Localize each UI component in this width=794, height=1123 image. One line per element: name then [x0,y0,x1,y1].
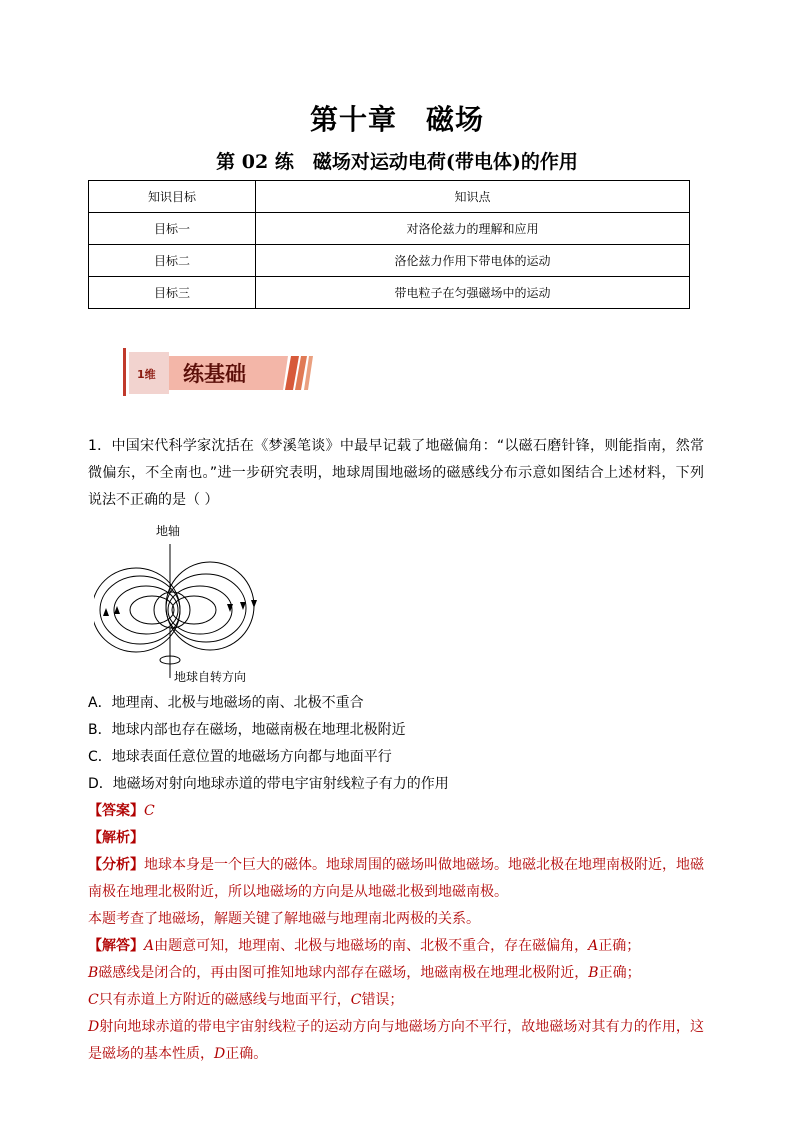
magnetic-field-diagram [94,518,294,688]
option-c: C．地球表面任意位置的地磁场方向都与地面平行 [88,749,392,765]
jieda-tail: 错误； [361,992,404,1008]
table-header-row [89,181,690,213]
option-a: A．地理南、北极与地磁场的南、北极不重合 [88,695,364,711]
section-banner-graphic [123,348,313,398]
jieda-lead-letter: C [88,992,99,1008]
table-header-point: 知识点 [256,181,690,213]
option-d: D．地磁场对射向地球赤道的带电宇宙射线粒子有力的作用 [88,776,449,792]
jieda-text: 磁感线是闭合的，再由图可推知地球内部存在磁场，地磁南极在地理北极附近， [98,965,589,981]
table-row [89,213,690,245]
jieda-line-c [88,987,704,1014]
jieda-text: 只有赤道上方附近的磁感线与地面平行， [98,992,351,1008]
jieda-line-d [88,1014,704,1068]
jieda-lead-letter: A [144,938,155,954]
jieda-tail-letter: A [588,938,599,954]
fenxi-text: 地球本身是一个巨大的磁体。地球周围的磁场叫做地磁场。地磁北极在地理南极附近，地磁南极在地理北极附近，所以地磁场的方向是从地磁北极到地磁南极。 [88,857,704,900]
table-row [89,277,690,309]
lesson-title: 第 02 练 磁场对运动电荷(带电体)的作用 [216,151,578,173]
jieda-line-a [88,933,704,960]
section-banner [123,348,313,398]
question-block [88,433,704,1068]
chapter-title: 第十章 磁场 [309,103,484,136]
fenxi-tag: 【分析】 [88,857,144,873]
figure-label-axis: 地轴 [156,524,181,538]
table-header-goal: 知识目标 [89,181,256,213]
section-title: 练基础 [183,362,246,386]
jieda-line-b [88,960,704,987]
analysis-tag: 【解析】 [88,830,144,846]
table-cell-point: 对洛伦兹力的理解和应用 [256,213,690,245]
jieda-lead-letter: D [88,1019,100,1035]
jieda-lead-letter: B [88,965,99,981]
analysis-line [88,825,704,852]
figure-label-rotation: 地球自转方向 [174,670,247,684]
jieda-tail: 正确； [598,965,641,981]
summary-text: 本题考查了地磁场，解题关键了解地磁与地理南北两极的关系。 [88,911,480,927]
jieda-tail: 正确； [598,938,641,954]
jieda-tag: 【解答】 [88,938,144,954]
table-cell-goal: 目标一 [89,213,256,245]
jieda-tail-letter: B [588,965,599,981]
section-level: 1维 [137,368,156,381]
earth-magnetic-field-figure [94,518,294,688]
jieda-tail-letter: C [350,992,362,1008]
table-cell-point: 洛伦兹力作用下带电体的运动 [256,245,690,277]
table-cell-goal: 目标三 [89,277,256,309]
jieda-tail: 正确。 [225,1046,268,1062]
table-cell-point: 带电粒子在匀强磁场中的运动 [256,277,690,309]
jieda-tail-letter: D [214,1046,226,1062]
answer-value: C [144,803,155,819]
answer-line [88,798,704,825]
table-row [89,245,690,277]
table-cell-goal: 目标二 [89,245,256,277]
question-stem: 1．中国宋代科学家沈括在《梦溪笔谈》中最早记载了地磁偏角：“以磁石磨针锋，则能指南，然常微偏东，不全南也。”进一步研究表明，地球周围地磁场的磁感线分布示意如图结合上述材料，下列说法不正确的是（ ） [88,438,704,508]
jieda-text: 由题意可知，地理南、北极与地磁场的南、北极不重合，存在磁偏角， [154,938,589,954]
answer-tag: 【答案】 [88,803,144,819]
fenxi-paragraph [88,852,704,906]
targets-table [88,180,690,309]
option-b: B．地球内部也存在磁场，地磁南极在地理北极附近 [88,722,406,738]
jieda-text: 射向地球赤道的带电宇宙射线粒子的运动方向与地磁场方向不平行，故地磁场对其有力的作用，这是磁场的基本性质， [88,1019,704,1062]
